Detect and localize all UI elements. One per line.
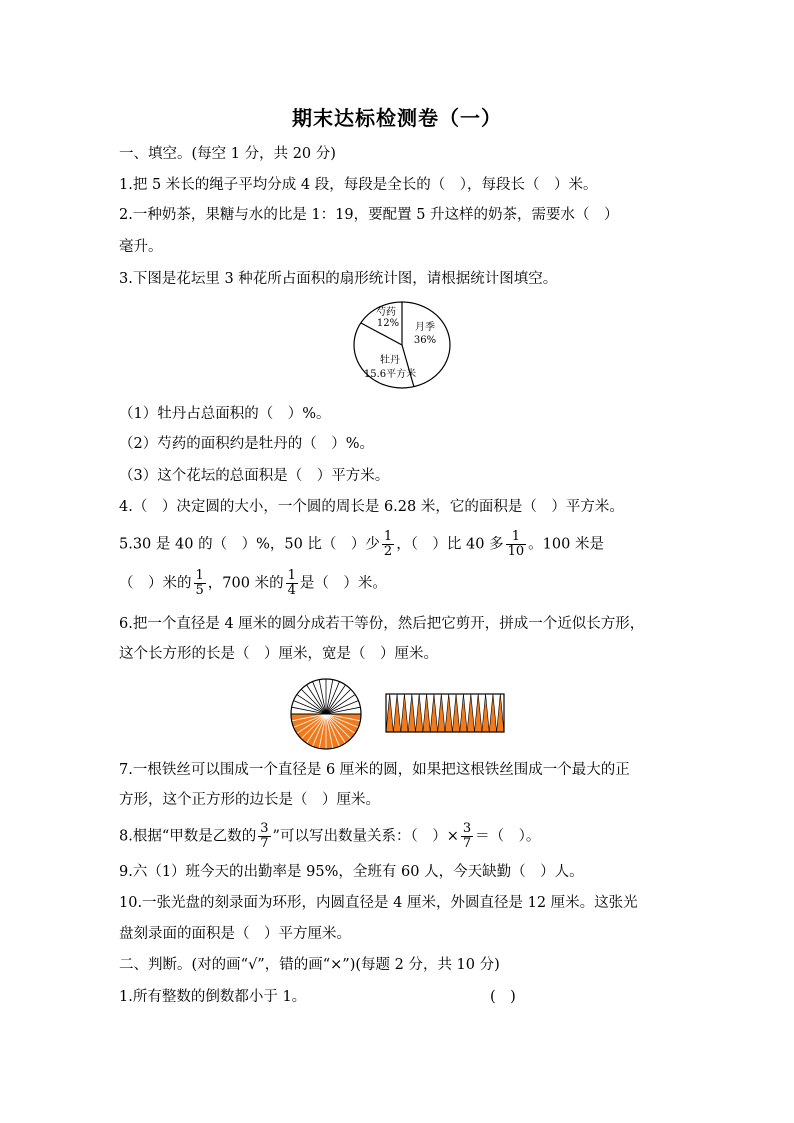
fraction-denominator: 7 [260, 836, 269, 851]
question-3: 3.下图是花坛里 3 种花所占面积的扇形统计图，请根据统计图填空。 [119, 271, 558, 287]
question-5-line-1 [119, 530, 604, 559]
q5-text-6: 是（ ）米。 [299, 575, 387, 592]
sector-line [326, 689, 351, 714]
q8-text-3: ＝（ ）。 [475, 828, 541, 845]
question-3-1: （1）牡丹占总面积的（ ）%。 [119, 406, 331, 422]
question-5-line-2 [119, 569, 387, 598]
question-10-line-1: 10.一张光盘的刻录面为环形，内圆直径是 4 厘米，外圆直径是 12 厘米。这张光 [119, 895, 638, 911]
orange-triangle [408, 694, 415, 732]
q5-text-5: ，700 米的 [207, 575, 284, 592]
orange-triangle [445, 694, 452, 732]
fraction-numerator: 1 [383, 529, 393, 544]
triangle-group [386, 694, 504, 732]
orange-triangle [438, 694, 445, 732]
fraction-numerator: 3 [462, 821, 472, 836]
fraction-three-sevenths [258, 822, 270, 851]
orange-triangle [482, 694, 489, 732]
divided-circle-figure [289, 677, 363, 751]
question-4: 4.（ ）决定圆的大小，一个圆的周长是 6.28 米，它的面积是（ ）平方米。 [119, 499, 624, 515]
orange-triangle [489, 694, 496, 732]
orange-triangle [393, 694, 400, 732]
q5-text-3: 。100 米是 [528, 536, 604, 553]
question-3-3: （3）这个花坛的总面积是（ ）平方米。 [119, 468, 390, 484]
fraction-one-quarter [286, 569, 298, 598]
fraction-numerator: 1 [195, 568, 204, 583]
fraction-numerator: 3 [260, 821, 269, 836]
fraction-one-half [382, 530, 394, 559]
question-7-line-1: 7.一根铁丝可以围成一个直径是 6 厘米的圆，如果把这根铁丝围成一个最大的正 [119, 762, 630, 778]
fraction-denominator: 4 [287, 583, 296, 598]
q8-text-1: 8.根据“甲数是乙数的 [119, 828, 257, 845]
orange-triangle [416, 694, 423, 732]
question-8 [119, 822, 540, 851]
judge-1: 1.所有整数的倒数都小于 1。 [119, 989, 307, 1005]
fraction-denominator: 7 [462, 836, 472, 851]
slice-label-yueji-value: 36% [413, 335, 437, 346]
slice-label-mudan-name: 牡丹 [380, 355, 400, 366]
fraction-denominator: 2 [383, 544, 393, 559]
fraction-three-sevenths-2 [461, 822, 473, 851]
slice-label-mudan-value: 15.6平方米 [363, 369, 417, 380]
orange-triangle [460, 694, 467, 732]
orange-triangle [386, 694, 393, 732]
question-1: 1.把 5 米长的绳子平均分成 4 段，每段是全长的（ ），每段长（ ）米。 [119, 177, 598, 193]
slice-label-yueji-name: 月季 [415, 322, 435, 333]
slice-label-shaoyao-value: 12% [376, 318, 400, 329]
approx-rectangle-figure [385, 693, 505, 733]
question-9: 9.六（1）班今天的出勤率是 95%，全班有 60 人，今天缺勤（ ）人。 [119, 864, 584, 880]
question-2-line-1: 2.一种奶茶，果糖与水的比是 1：19，要配置 5 升这样的奶茶，需要水（ ） [119, 207, 619, 223]
question-6-line-2: 这个长方形的长是（ ）厘米，宽是（ ）厘米。 [119, 646, 438, 662]
section-2-heading: 二、判断。(对的画“√”，错的画“×”)(每题 2 分，共 10 分) [119, 957, 500, 973]
fraction-denominator: 10 [507, 544, 525, 559]
page-title: 期末达标检测卷（一） [292, 106, 502, 130]
orange-triangle [430, 694, 437, 732]
q8-text-2: ”可以写出数量关系：（ ）× [272, 828, 459, 845]
fraction-one-fifth [194, 569, 206, 598]
orange-triangle [423, 694, 430, 732]
q5-text-2: ，（ ）比 40 多 [396, 536, 504, 553]
orange-triangle [497, 694, 504, 732]
orange-triangle [467, 694, 474, 732]
section-1-heading: 一、填空。(每空 1 分，共 20 分) [119, 146, 336, 162]
fraction-one-tenth [506, 530, 527, 559]
orange-triangle [475, 694, 482, 732]
fraction-numerator: 1 [287, 568, 296, 583]
orange-triangle [452, 694, 459, 732]
pie-divider-bottom [402, 345, 414, 387]
pie-chart [350, 301, 460, 391]
fraction-denominator: 5 [195, 583, 204, 598]
slice-label-shaoyao-name: 芍药 [376, 307, 396, 318]
q5-text-4: （ ）米的 [119, 575, 192, 592]
question-6-line-1: 6.把一个直径是 4 厘米的圆分成若干等份，然后把它剪开，拼成一个近似长方形， [119, 616, 645, 632]
question-7-line-2: 方形，这个正方形的边长是（ ）厘米。 [119, 792, 380, 808]
judge-1-answer-blank[interactable]: ( ) [490, 989, 516, 1005]
sector-line [301, 689, 326, 714]
question-3-2: （2）芍药的面积约是牡丹的（ ）%。 [119, 436, 375, 452]
q5-text-1: 5.30 是 40 的（ ）%，50 比（ ）少 [119, 536, 380, 553]
fraction-numerator: 1 [506, 530, 527, 545]
question-10-line-2: 盘刻录面的面积是（ ）平方厘米。 [119, 926, 351, 942]
orange-triangle [401, 694, 408, 732]
question-2-line-2: 毫升。 [119, 239, 163, 255]
